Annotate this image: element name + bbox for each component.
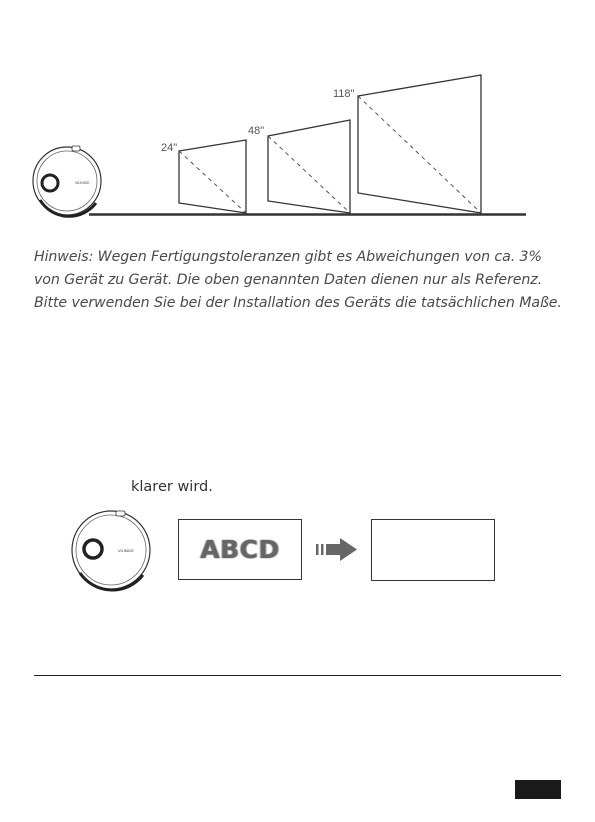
projector-brand-text: VILINICE	[75, 181, 90, 185]
size-label-small: 24"	[161, 142, 178, 154]
blurry-text: ABCD	[200, 535, 280, 564]
arrow-right-icon	[316, 538, 357, 561]
blurry-screen-box	[178, 519, 302, 580]
size-label-large: 118"	[333, 88, 355, 100]
screen-large	[358, 75, 481, 213]
screen-small	[179, 140, 246, 213]
focus-caption: klarer wird.	[131, 479, 213, 495]
projector-brand-text-focus: VILINICE	[118, 549, 134, 553]
divider-line	[34, 675, 561, 676]
hinweis-note: Hinweis: Wegen Fertigungstoleranzen gibt es Abweichungen von ca. 3% von Gerät zu Gerät. Die oben genannten Daten dienen nur als Referenz. Bitte verwenden Sie bei der Installation des Geräts die tatsächlichen Maße.	[34, 249, 562, 311]
projector-illustration	[33, 146, 101, 216]
projector-illustration-focus	[72, 511, 150, 590]
screen-medium	[268, 120, 350, 213]
size-label-medium: 48"	[248, 125, 265, 137]
sharp-screen-box	[371, 519, 495, 581]
page-number-tab	[515, 780, 561, 799]
